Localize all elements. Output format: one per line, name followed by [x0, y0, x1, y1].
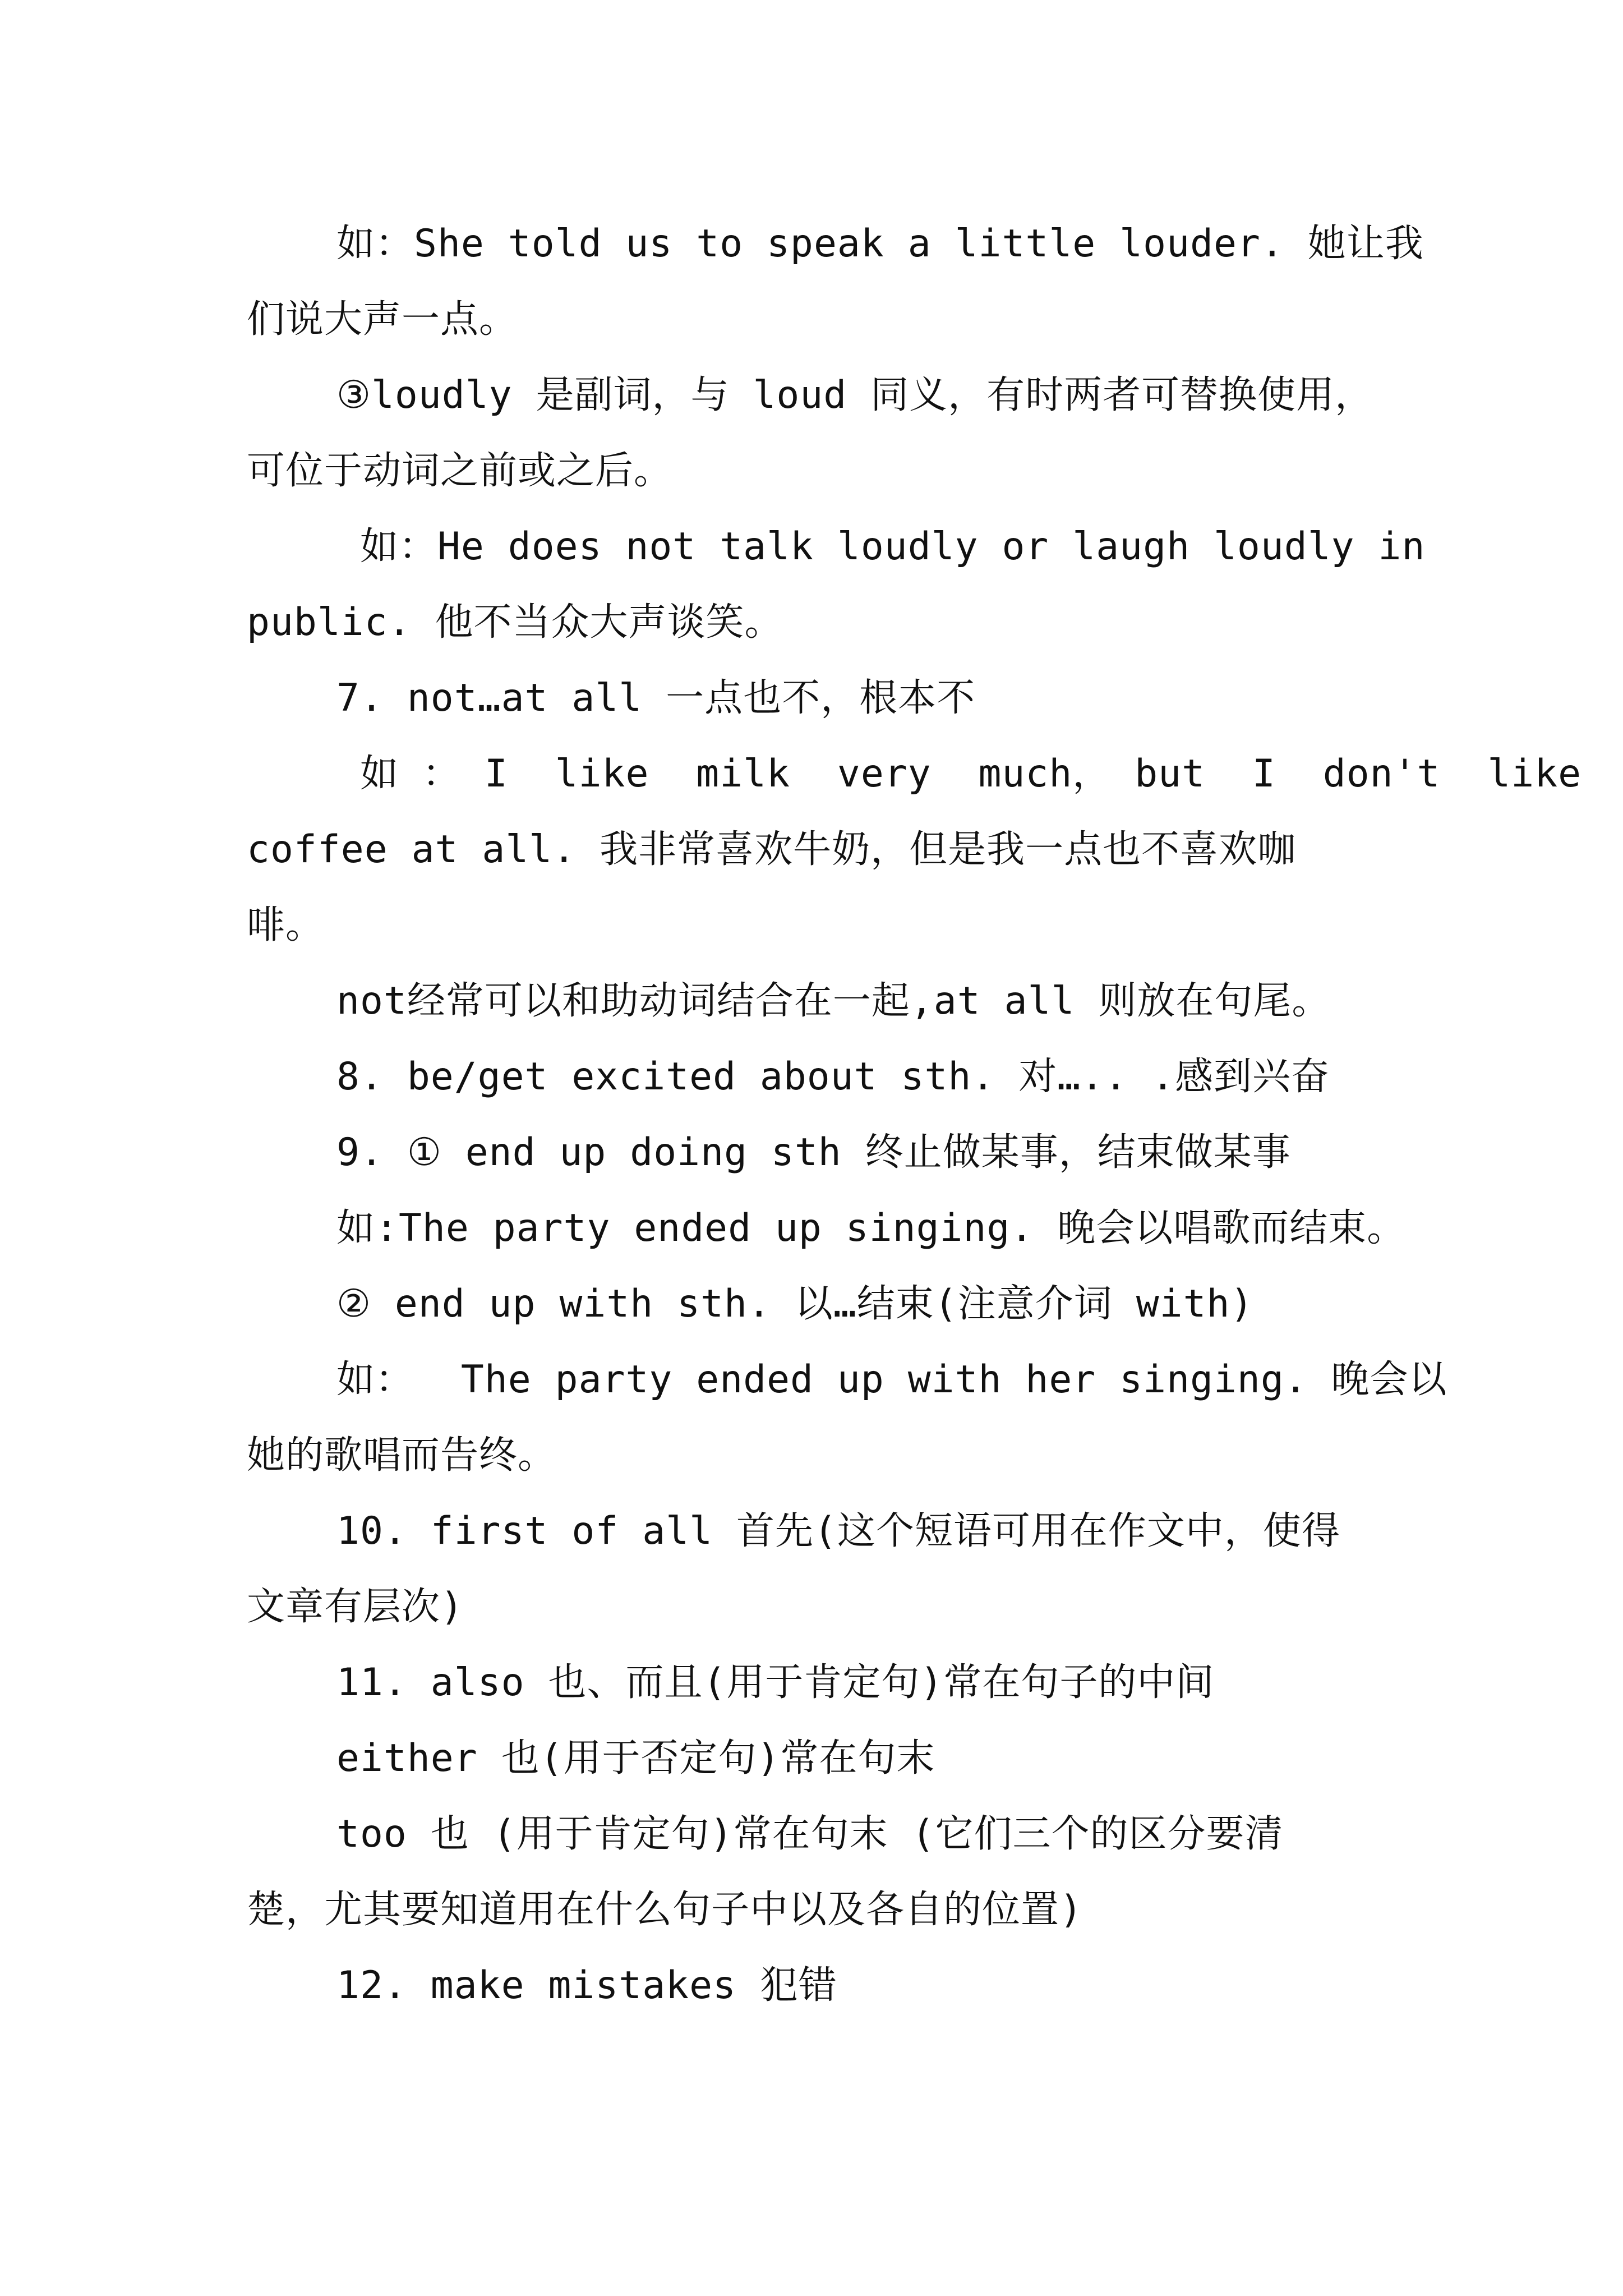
text-line: 啡。 [247, 903, 325, 947]
text-line: ③loudly 是副词，与 loud 同义，有时两者可替换使用， [336, 373, 1374, 417]
text-line: either 也(用于否定句)常在句末 [336, 1736, 935, 1780]
text-line: 9. ① end up doing sth 终止做某事，结束做某事 [336, 1130, 1291, 1175]
text-line: not经常可以和助动词结合在一起,at all 则放在句尾。 [336, 979, 1331, 1023]
text-line: coffee at all. 我非常喜欢牛奶，但是我一点也不喜欢咖 [247, 827, 1297, 872]
text-line: 7. not…at all 一点也不，根本不 [336, 676, 976, 720]
text-line: 她的歌唱而告终。 [247, 1433, 557, 1478]
text-line: 12. make mistakes 犯错 [336, 1963, 837, 2008]
text-line: 们说大声一点。 [247, 297, 518, 342]
text-line: 楚，尤其要知道用在什么句子中以及各自的位置) [247, 1888, 1083, 1932]
text-line: 如：He does not talk loudly or laugh loudly in [336, 524, 1426, 569]
text-line: public. 他不当众大声谈笑。 [247, 600, 783, 645]
text-line: 11. also 也、而且(用于肯定句)常在句子的中间 [336, 1660, 1215, 1705]
text-line: 如：She told us to speak a little louder. 她让我 [336, 222, 1424, 266]
text-line: 8. be/get excited about sth. 对….. .感到兴奋 [336, 1055, 1330, 1099]
text-line: 如 ： I like milk very much， but I don't like [336, 752, 1582, 796]
text-line: ② end up with sth. 以…结束(注意介词 with) [336, 1282, 1254, 1326]
text-line: 如:The party ended up singing. 晚会以唱歌而结束。 [336, 1206, 1406, 1250]
text-line: 文章有层次) [247, 1585, 464, 1629]
text-line: too 也 (用于肯定句)常在句末 (它们三个的区分要清 [336, 1812, 1284, 1856]
text-line: 如： The party ended up with her singing. 晚会以 [336, 1358, 1447, 1402]
text-line: 10. first of all 首先(这个短语可用在作文中，使得 [336, 1509, 1340, 1553]
text-line: 可位于动词之前或之后。 [247, 449, 673, 493]
